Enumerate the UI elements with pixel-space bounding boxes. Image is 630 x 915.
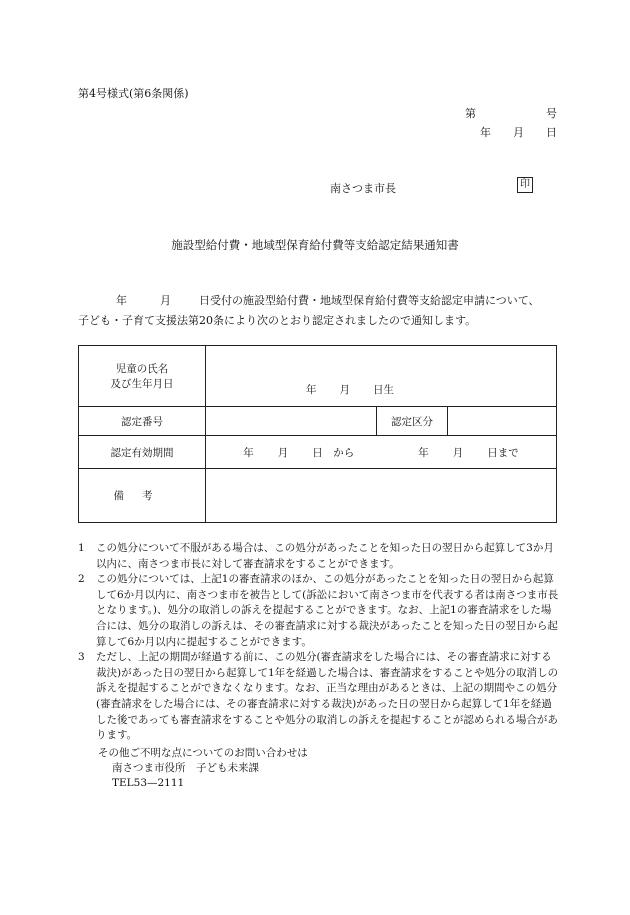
birth-date: 年 月 日生 (306, 384, 394, 396)
contact-tel: TEL53—2111 (112, 777, 185, 790)
validity-period-cell[interactable]: 年 月 日 から 年 月 日まで (206, 436, 557, 469)
note-item: 1 この処分について不服がある場合は、この処分があったことを知った日の翌日から起算して3か月以内に、南さつま市長に対して審査請求をすることができます。 (78, 542, 554, 570)
document-title: 施設型給付費・地域型保育給付費等支給認定結果通知書 (171, 238, 459, 252)
notes-section (78, 541, 560, 744)
issue-date (480, 124, 557, 140)
remarks-label: 備考 (79, 469, 206, 523)
form-number: 第4号様式(第6条関係) (78, 87, 189, 100)
number-prefix: 第 (465, 107, 476, 120)
intro-line-1 (116, 292, 540, 308)
intro-line-2: 子ども・子育て支援法第20条により次のとおり認定されましたので通知します。 (78, 314, 477, 327)
cert-number-cell[interactable] (206, 407, 377, 436)
child-name-cell[interactable] (206, 346, 557, 407)
cert-category-cell[interactable] (448, 407, 557, 436)
certification-table (78, 345, 557, 523)
date-month: 月 (513, 126, 524, 139)
cert-number-label: 認定番号 (79, 407, 206, 436)
issuer-name: 南さつま市長 (330, 182, 396, 195)
date-year: 年 (480, 126, 491, 139)
note-item: 3 ただし、上記の期間が経過する前に、この処分(審査請求をした場合には、その審査請求に対する裁決)があった日の翌日から起算して1年を経過した場合は、審査請求をすることや処分の取消しの訴えを提起することができなくなります。なお、正当な理由があるときは、上記の期間やこの処分(審査請求をした場合には、その審査請求に対する裁決)があった日の翌日から起算して1年を経過した後であっても審査請求をすることや処分の取消しの訴えを提起することが認められる場合があります。 (78, 651, 559, 742)
contact-info (98, 746, 308, 792)
seal-mark: 印 (517, 177, 533, 193)
note-item: 2 この処分については、上記1の審査請求のほか、この処分があったことを知った日の翌日から起算して6か月以内に、南さつま市を被告として(訴訟において南さつま市を代表する者は南さつま市長となります。)、処分の取消しの訴えを提起することができます。なお、上記1の審査請求をした場合には、処分の取消しの訴えは、その審査請求に対する裁決があったことを知った日の翌日から起算して6か月以内に提起することができます。 (78, 573, 559, 648)
intro-month: 月 (160, 294, 171, 307)
intro-text: 日受付の施設型給付費・地域型保育給付費等支給認定申請について、 (199, 294, 540, 307)
contact-office: 南さつま市役所 子ども未来課 (112, 762, 259, 775)
child-name-label: 児童の氏名 及び生年月日 (79, 346, 206, 407)
date-day: 日 (546, 126, 557, 139)
validity-label: 認定有効期間 (79, 436, 206, 469)
number-suffix: 号 (546, 107, 557, 120)
contact-intro: その他ご不明な点についてのお問い合わせは (98, 747, 308, 759)
cert-category-label: 認定区分 (377, 407, 448, 436)
remarks-cell[interactable] (206, 469, 557, 523)
document-number (465, 105, 557, 121)
intro-year: 年 (116, 294, 127, 307)
